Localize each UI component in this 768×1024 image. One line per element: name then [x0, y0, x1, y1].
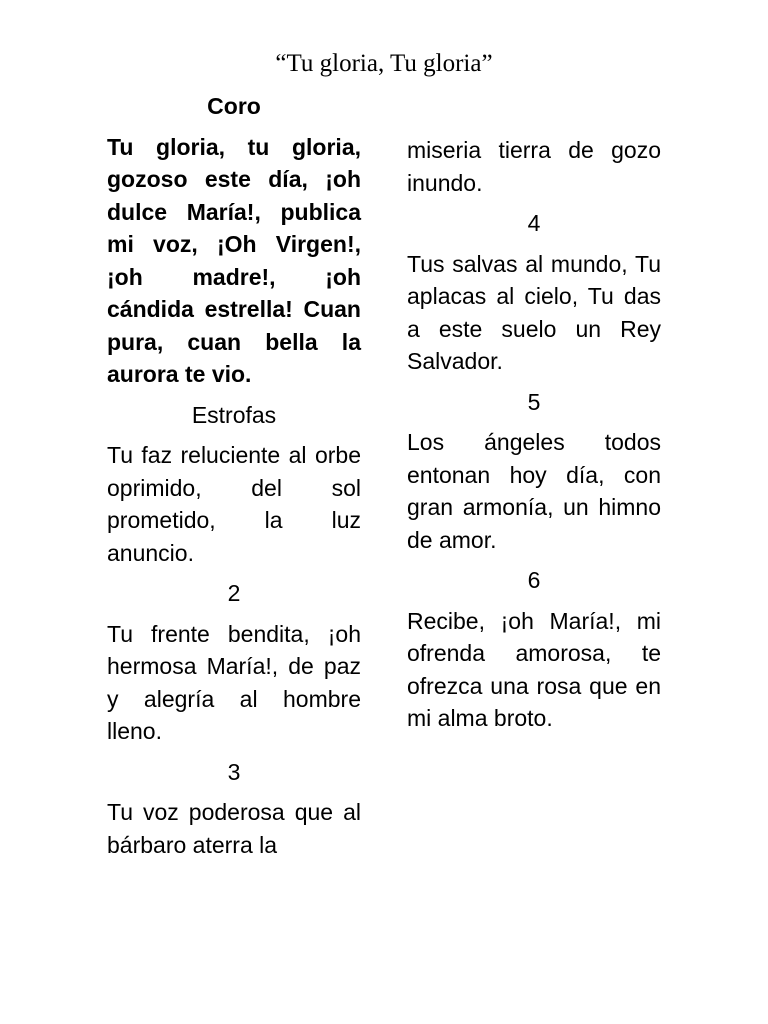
- stanza-1: Tu faz reluciente al orbe oprimido, del sol prometido, la luz anuncio.: [107, 442, 361, 566]
- stanza-2: Tu frente bendita, ¡oh hermosa María!, de paz y alegría al hombre lleno.: [107, 620, 361, 744]
- stanza-number-2: 2: [227, 580, 241, 606]
- stanza-6: Recibe, ¡oh María!, mi ofrenda amorosa, te ofrezca una rosa que en mi alma broto.: [407, 607, 661, 731]
- stanza-3-part-1: Tu voz poderosa que al bárbaro aterra la: [107, 799, 361, 858]
- stanza-3-part-2: miseria tierra de gozo inundo.: [407, 137, 661, 196]
- left-column: [107, 90, 361, 869]
- estrofas-heading: Estrofas: [191, 401, 277, 428]
- stanza-number-4: 4: [527, 210, 541, 236]
- stanza-4: Tus salvas al mundo, Tu aplacas al cielo, Tu das a este suelo un Rey Salvador.: [407, 250, 661, 374]
- stanza-number-6: 6: [527, 567, 541, 593]
- stanza-number-5: 5: [527, 388, 541, 415]
- coro-heading: Coro: [207, 93, 261, 119]
- right-column: [407, 134, 661, 743]
- coro-text: Tu gloria, tu gloria, gozoso este día, ¡oh dulce María!, publica mi voz, ¡Oh Virgen!, ¡oh madre!, ¡oh cándida estrella! Cuan pura, cuan bella la aurora te vio.: [107, 133, 361, 387]
- page-title: “Tu gloria, Tu gloria”: [275, 50, 493, 77]
- stanza-5: Los ángeles todos entonan hoy día, con gran armonía, un himno de amor.: [407, 429, 661, 553]
- stanza-number-3: 3: [227, 758, 241, 785]
